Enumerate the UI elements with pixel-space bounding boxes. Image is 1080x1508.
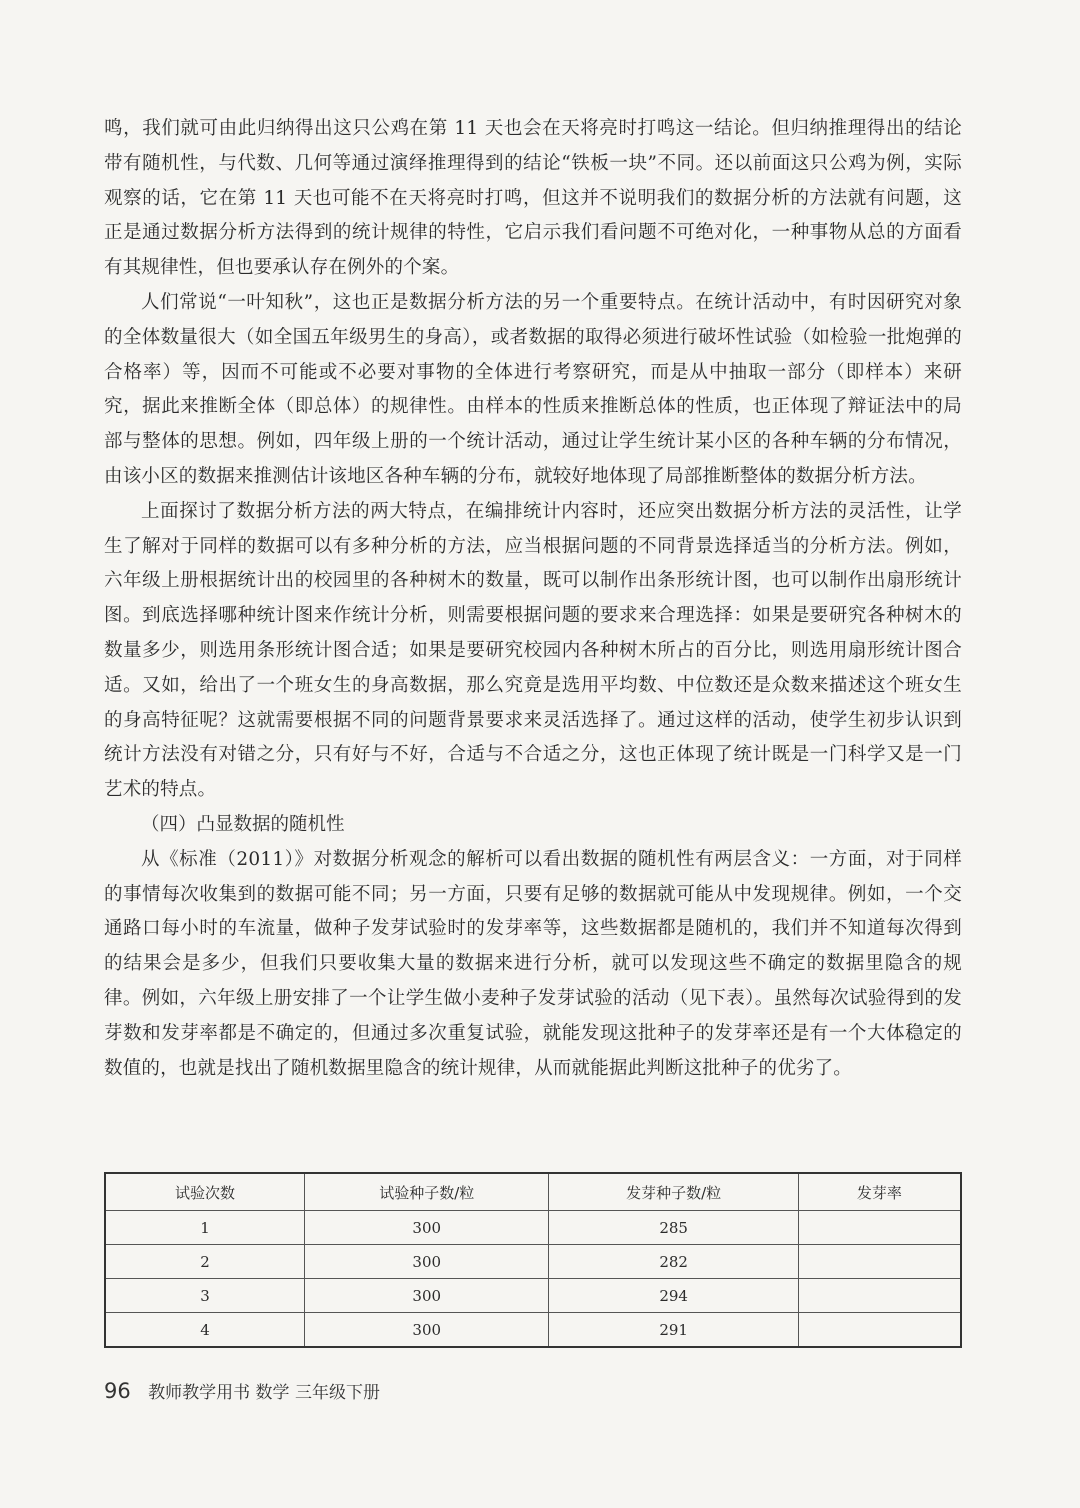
cell-trial: 2	[105, 1245, 305, 1279]
cell-germinated: 282	[549, 1245, 798, 1279]
header-seeds: 试验种子数/粒	[305, 1173, 549, 1211]
cell-germinated: 291	[549, 1313, 798, 1348]
cell-seeds: 300	[305, 1313, 549, 1348]
table-row	[105, 1211, 961, 1245]
book-title: 教师教学用书 数学 三年级下册	[148, 1383, 380, 1403]
cell-rate	[798, 1279, 961, 1313]
cell-seeds: 300	[305, 1245, 549, 1279]
cell-rate	[798, 1245, 961, 1279]
cell-trial: 1	[105, 1211, 305, 1245]
page-number: 96	[104, 1379, 131, 1403]
cell-germinated: 285	[549, 1211, 798, 1245]
cell-seeds: 300	[305, 1211, 549, 1245]
paragraph-3: 上面探讨了数据分析方法的两大特点，在编排统计内容时，还应突出数据分析方法的灵活性，让学生了解对于同样的数据可以有多种分析的方法，应当根据问题的不同背景选择适当的分析方法。例如，六年级上册根据统计出的校园里的各种树木的数量，既可以制作出条形统计图，也可以制作出扇形统计图。到底选择哪种统计图来作统计分析，则需要根据问题的要求来合理选择：如果是要研究各种树木的数量多少，则选用条形统计图合适；如果是要研究校园内各种树木所占的百分比，则选用扇形统计图合适。又如，给出了一个班女生的身高数据，那么究竟是选用平均数、中位数还是众数来描述这个班女生的身高特征呢？这就需要根据不同的问题背景要求来灵活选择了。通过这样的活动，使学生初步认识到统计方法没有对错之分，只有好与不好，合适与不合适之分，这也正体现了统计既是一门科学又是一门艺术的特点。	[104, 500, 962, 801]
page-footer	[104, 1378, 380, 1403]
cell-seeds: 300	[305, 1279, 549, 1313]
cell-rate	[798, 1313, 961, 1348]
section-heading: （四）凸显数据的随机性	[141, 813, 345, 835]
body-text	[104, 112, 962, 1086]
table-row	[105, 1245, 961, 1279]
header-germinated: 发芽种子数/粒	[549, 1173, 798, 1211]
paragraph-4: 从《标准（2011）》对数据分析观念的解析可以看出数据的随机性有两层含义：一方面，对于同样的事情每次收集到的数据可能不同；另一方面，只要有足够的数据就可能从中发现规律。例如，一个交通路口每小时的车流量，做种子发芽试验时的发芽率等，这些数据都是随机的，我们并不知道每次得到的结果会是多少，但我们只要收集大量的数据来进行分析，就可以发现这些不确定的数据里隐含的规律。例如，六年级上册安排了一个让学生做小麦种子发芽试验的活动（见下表）。虽然每次试验得到的发芽数和发芽率都是不确定的，但通过多次重复试验，就能发现这批种子的发芽率还是有一个大体稳定的数值的，也就是找出了随机数据里隐含的统计规律，从而就能据此判断这批种子的优劣了。	[104, 848, 962, 1079]
cell-trial: 3	[105, 1279, 305, 1313]
table-header-row	[105, 1173, 961, 1211]
cell-rate	[798, 1211, 961, 1245]
header-trial: 试验次数	[105, 1173, 305, 1211]
cell-trial: 4	[105, 1313, 305, 1348]
table-row	[105, 1313, 961, 1348]
cell-germinated: 294	[549, 1279, 798, 1313]
paragraph-1: 鸣，我们就可由此归纳得出这只公鸡在第 11 天也会在天将亮时打鸣这一结论。但归纳推理得出的结论带有随机性，与代数、几何等通过演绎推理得到的结论“铁板一块”不同。还以前面这只公鸡为例，实际观察的话，它在第 11 天也可能不在天将亮时打鸣，但这并不说明我们的数据分析的方法就有问题，这正是通过数据分析方法得到的统计规律的特性，它启示我们看问题不可绝对化，一种事物从总的方面看有其规律性，但也要承认存在例外的个案。	[104, 118, 962, 279]
table-row	[105, 1279, 961, 1313]
paragraph-2: 人们常说“一叶知秋”，这也正是数据分析方法的另一个重要特点。在统计活动中，有时因研究对象的全体数量很大（如全国五年级男生的身高），或者数据的取得必须进行破坏性试验（如检验一批炮弹的合格率）等，因而不可能或不必要对事物的全体进行考察研究，而是从中抽取一部分（即样本）来研究，据此来推断全体（即总体）的规律性。由样本的性质来推断总体的性质，也正体现了辩证法中的局部与整体的思想。例如，四年级上册的一个统计活动，通过让学生统计某小区的各种车辆的分布情况，由该小区的数据来推测估计该地区各种车辆的分布，就较好地体现了局部推断整体的数据分析方法。	[104, 291, 962, 487]
germination-table	[104, 1172, 962, 1348]
header-rate: 发芽率	[798, 1173, 961, 1211]
